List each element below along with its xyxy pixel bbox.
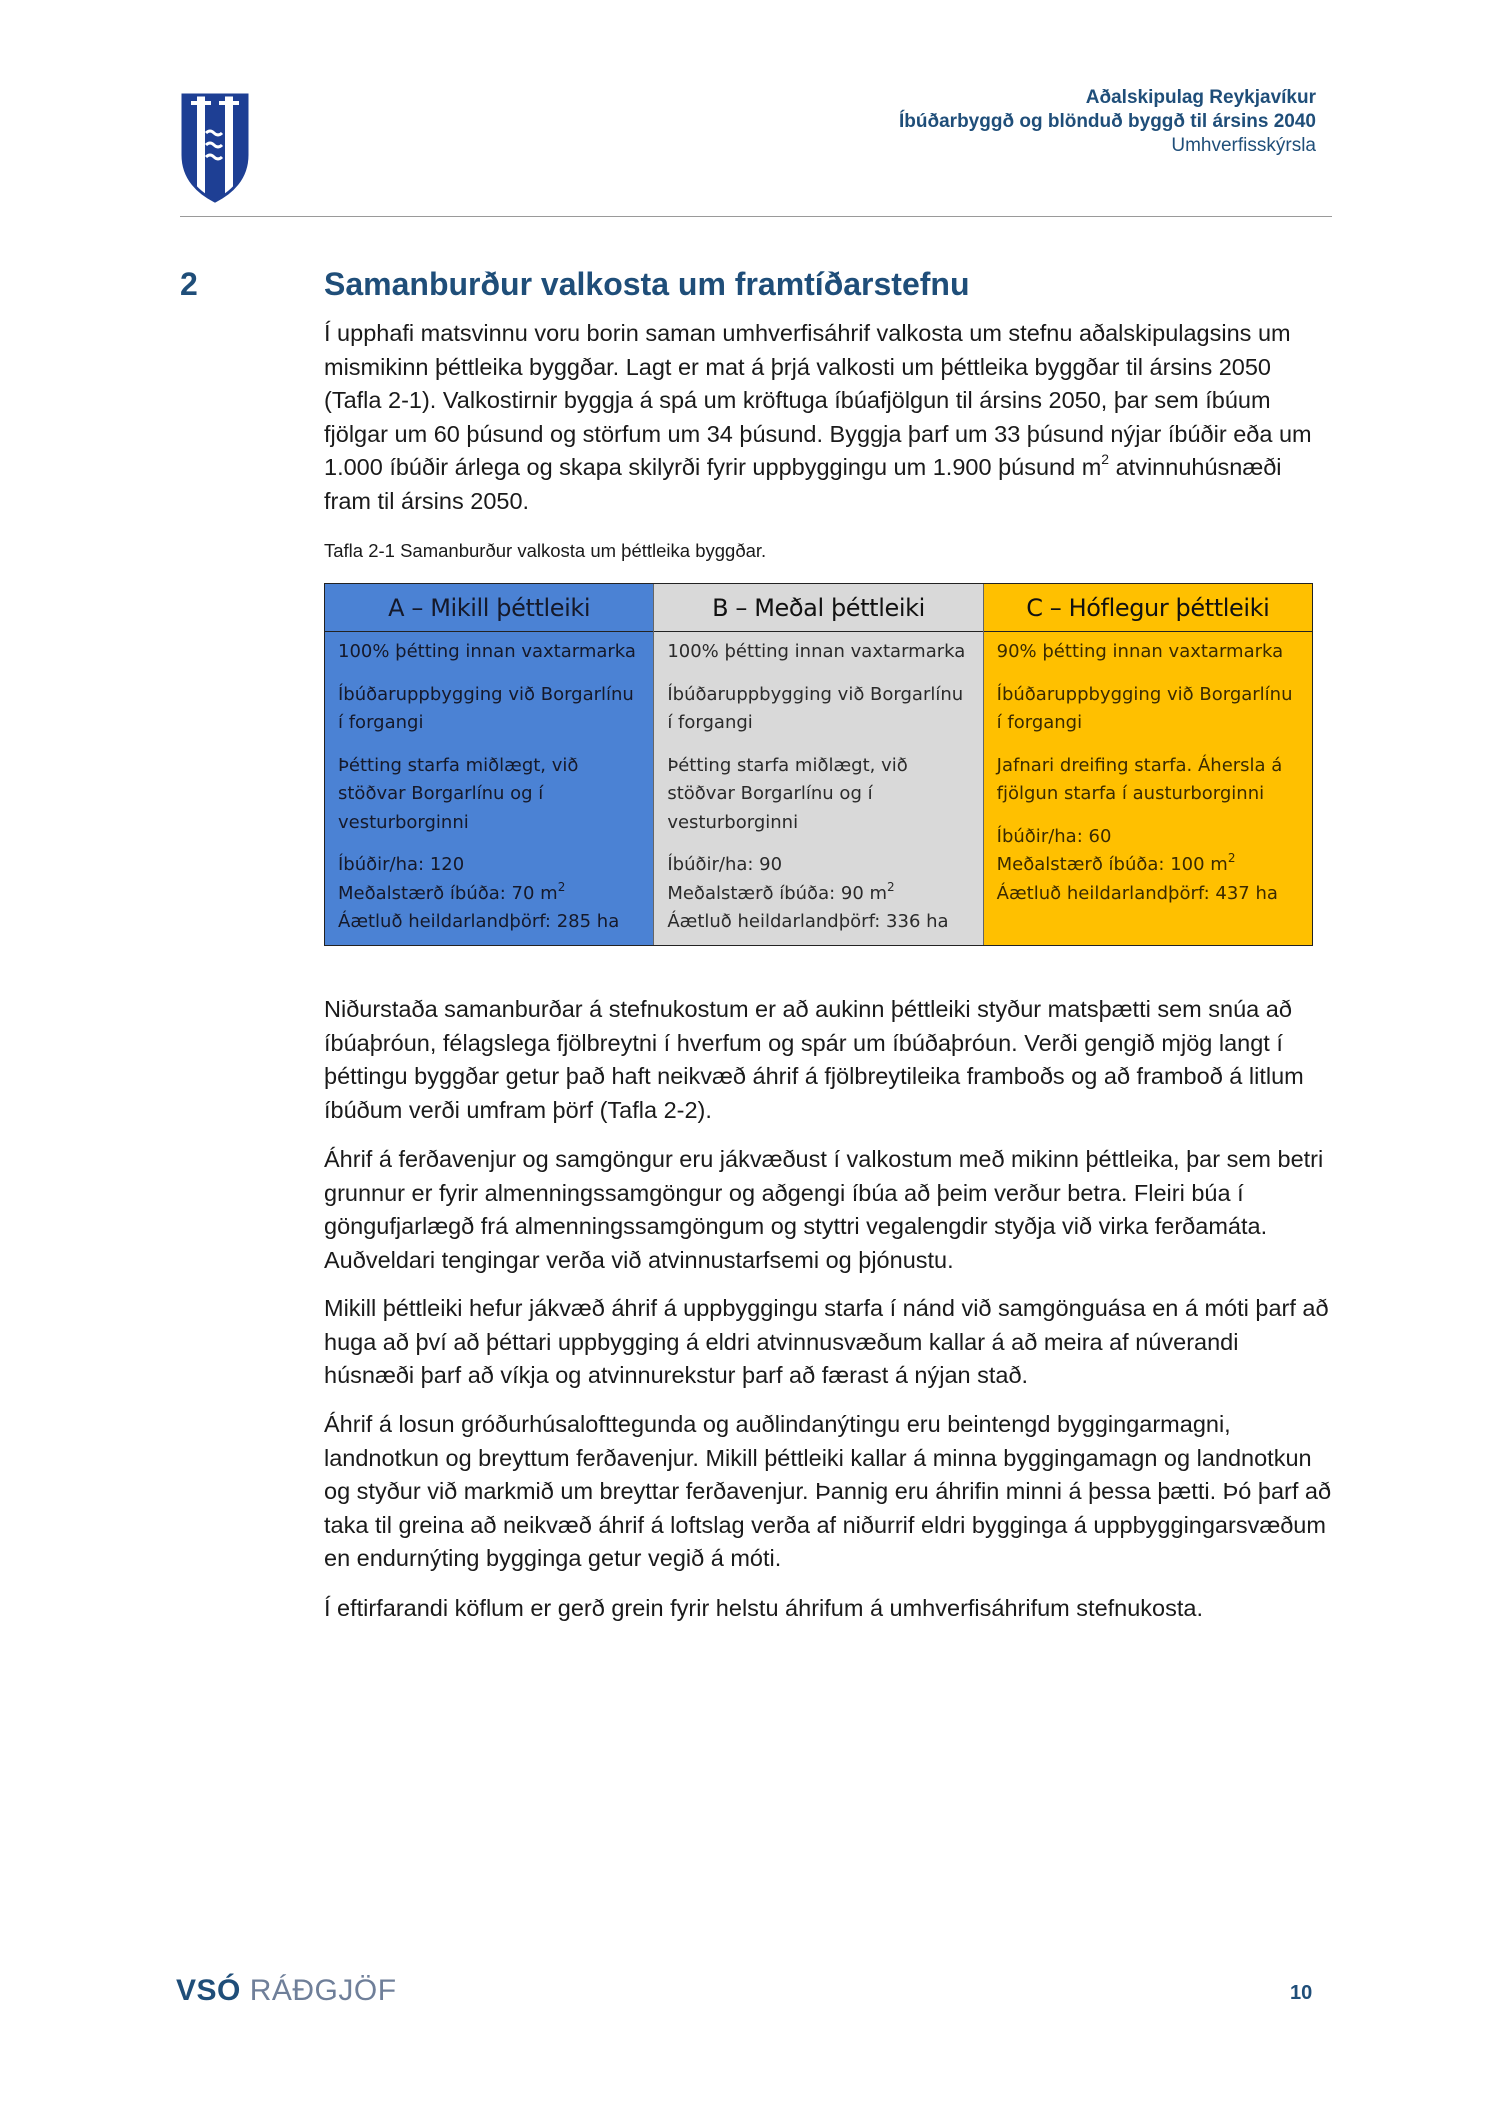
body-paragraph-5: Í eftirfarandi köflum er gerð grein fyrir helstu áhrifum á umhverfisáhrifum stefnukosta. bbox=[324, 1595, 1204, 1621]
intro-text: Í upphafi matsvinnu voru borin saman umhverfisáhrif valkosta um stefnu aðalskipulagsins um mismikinn þéttleika byggðar. Lagt er mat á þrjá valkosti um þéttleika byggðar til ársins 2050 (Tafla 2-1). Valkostirnir byggja á spá um kröftuga íbúafjölgun til ársins 2050, þar sem íbúum fjölgar um 60 þúsund og störfum um 34 þúsund. Byggja þarf um 33 þúsund nýjar íbúðir eða um 1.000 íbúðir árlega og skapa skilyrði fyrir uppbyggingu um 1.900 þúsund m bbox=[324, 320, 1312, 480]
vso-radgjof-logo: VSÓ RÁÐGJÖF bbox=[176, 1974, 397, 2007]
alternative-a-jobs: Þétting starfa miðlægt, við stöðvar Borgarlínu og í vesturborginni bbox=[338, 754, 579, 833]
reykjavik-coat-of-arms-icon bbox=[181, 93, 249, 203]
alternative-b-housing-priority: Íbúðaruppbygging við Borgarlínu í forgangi bbox=[667, 683, 964, 733]
alternative-b-land-need: Áætluð heildarlandþörf: 336 ha bbox=[667, 911, 949, 932]
alternative-b-column bbox=[653, 584, 982, 945]
alternative-b-density: Íbúðir/ha: 90 bbox=[667, 854, 783, 875]
body-paragraph-2: Áhrif á ferðavenjur og samgöngur eru jákvæðust í valkostum með mikinn þéttleika, þar sem betri grunnur er fyrir almenningssamgöngur og aðgengi íbúa að þeim verður betra. Fleiri búa í göngufjarlægð frá almenningssamgöngum og styttri vegalengdir styðja við virka ferðamáta. Auðveldari tengingar verða við atvinnustarfsemi og þjónustu. bbox=[324, 1146, 1324, 1273]
alternative-b-avg-size: Meðalstærð íbúða: 90 $m^2$ bbox=[667, 879, 895, 904]
header-subtitle: Íbúðarbyggð og blönduð byggð til ársins 2040 bbox=[899, 111, 1316, 132]
document-header bbox=[899, 86, 1316, 158]
alternatives-table bbox=[324, 583, 1313, 946]
alternative-c-densification: 90% þétting innan vaxtarmarka bbox=[996, 641, 1284, 662]
alternative-a-densification: 100% þétting innan vaxtarmarka bbox=[338, 641, 636, 662]
alternative-a-density: Íbúðir/ha: 120 bbox=[338, 854, 465, 875]
alternative-c-density: Íbúðir/ha: 60 bbox=[996, 825, 1112, 847]
section-title: Samanburður valkosta um framtíðarstefnu bbox=[324, 266, 970, 302]
alternative-b-jobs: Þétting starfa miðlægt, við stöðvar Borgarlínu og í vesturborginni bbox=[667, 754, 908, 833]
alternative-a-avg-size: Meðalstærð íbúða: 70 $m^2$ bbox=[338, 879, 566, 904]
body-paragraph-1: Niðurstaða samanburðar á stefnukostum er að aukinn þéttleiki styður matsþætti sem snúa að íbúaþróun, félagslega fjölbreytni í hverfum og spár um íbúðaþróun. Verði gengið mjög langt í þéttingu byggðar getur það haft neikvæð áhrif á fjölbreytileika framboðs og að framboð á litlum íbúðum verði umfram þörf (Tafla 2-2). bbox=[324, 996, 1304, 1123]
body-paragraph-4: Áhrif á losun gróðurhúsalofttegunda og auðlindanýtingu eru beintengd byggingarmagni, landnotkun og breyttum ferðavenjur. Mikill þéttleiki kallar á minna byggingamagn og landnotkun og styður við markmið um breyttar ferðavenjur. Þannig eru áhrifin minni á þessa þætti. Þó þarf að taka til greina að neikvæð áhrif á loftslag verða af niðurrif eldri bygginga á uppbyggingarsvæðum en endurnýting bygginga getur vegið á móti. bbox=[324, 1411, 1332, 1571]
header-divider bbox=[180, 216, 1332, 217]
intro-paragraph bbox=[324, 317, 1332, 518]
header-report-type: Umhverfisskýrsla bbox=[1171, 135, 1316, 156]
alternative-a-header: A – Mikill þéttleiki bbox=[325, 584, 653, 632]
alternative-c-column bbox=[983, 584, 1312, 945]
alternative-a-land-need: Áætluð heildarlandþörf: 285 ha bbox=[338, 911, 620, 932]
alternative-c-land-need: Áætluð heildarlandþörf: 437 ha bbox=[996, 882, 1278, 904]
alternative-c-avg-size: Meðalstærð íbúða: 100 $m^2$ bbox=[996, 851, 1236, 875]
table-caption: Tafla 2-1 Samanburður valkosta um þéttleika byggðar. bbox=[324, 540, 767, 561]
alternative-a-housing-priority: Íbúðaruppbygging við Borgarlínu í forgangi bbox=[338, 683, 634, 733]
alternative-a-column bbox=[325, 584, 653, 945]
body-paragraph-3: Mikill þéttleiki hefur jákvæð áhrif á uppbyggingu starfa í nánd við samgönguása en á móti þarf að huga að því að þéttari uppbygging á eldri atvinnusvæðum kallar á að meira af núverandi húsnæði þarf að víkja og atvinnurekstur þarf að færast á nýjan stað. bbox=[324, 1295, 1329, 1388]
page-number: 10 bbox=[1290, 1982, 1313, 2004]
intro-text-end: atvinnuhúsnæði fram til ársins 2050. bbox=[324, 454, 1282, 514]
alternative-c-header: C – Hóflegur þéttleiki bbox=[984, 584, 1312, 632]
alternative-b-densification: 100% þétting innan vaxtarmarka bbox=[667, 641, 966, 662]
header-plan-title: Aðalskipulag Reykjavíkur bbox=[1085, 87, 1316, 108]
alternative-c-housing-priority: Íbúðaruppbygging við Borgarlínu í forgangi bbox=[996, 683, 1293, 733]
alternative-c-jobs: Jafnari dreifing starfa. Áhersla á fjölgun starfa í austurborginni bbox=[996, 754, 1283, 804]
alternative-b-header: B – Meðal þéttleiki bbox=[654, 584, 982, 632]
intro-superscript: 2 bbox=[1101, 451, 1110, 468]
section-number: 2 bbox=[180, 266, 198, 302]
